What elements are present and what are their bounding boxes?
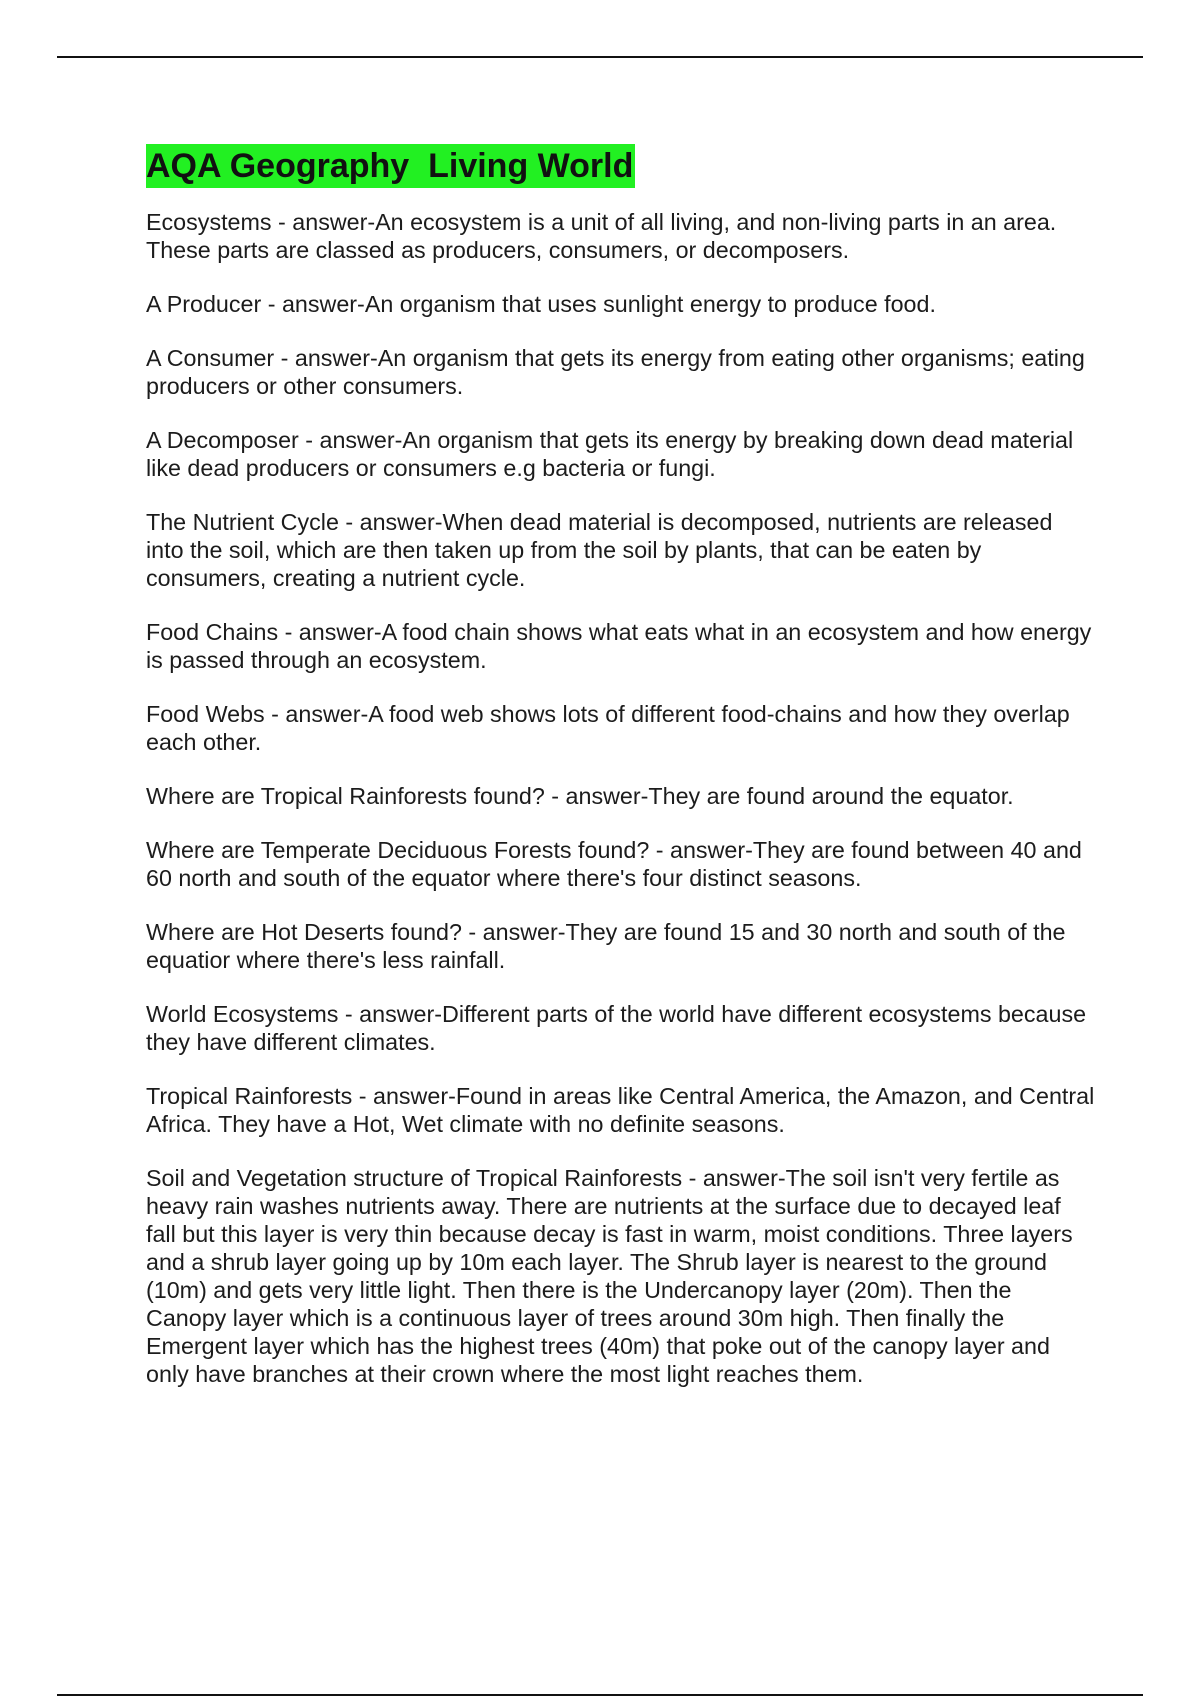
qa-entry-food-webs: Food Webs - answer-A food web shows lots of different food-chains and how they overlap each other. [146,701,1070,755]
qa-entry-food-chains: Food Chains - answer-A food chain shows what eats what in an ecosystem and how energy is passed through an ecosystem. [146,619,1092,673]
qa-entry-hot-deserts-location: Where are Hot Deserts found? - answer-They are found 15 and 30 north and south of the equatior where there's less rainfall. [146,919,1066,973]
qa-entry-tropical-rainforests: Tropical Rainforests - answer-Found in areas like Central America, the Amazon, and Central Africa. They have a Hot, Wet climate with no definite seasons. [146,1083,1095,1137]
page-bottom-rule [57,1694,1143,1696]
qa-entry-producer: A Producer - answer-An organism that uses sunlight energy to produce food. [146,291,936,317]
qa-entry-ecosystems: Ecosystems - answer-An ecosystem is a unit of all living, and non-living parts in an area. These parts are classed as producers, consumers, or decomposers. [146,209,1057,263]
qa-entry-decomposer: A Decomposer - answer-An organism that gets its energy by breaking down dead material like dead producers or consumers e.g bacteria or fungi. [146,427,1074,481]
qa-entry-consumer: A Consumer - answer-An organism that gets its energy from eating other organisms; eating producers or other consumers. [146,345,1085,399]
qa-entry-tropical-rainforests-location: Where are Tropical Rainforests found? - answer-They are found around the equator. [146,783,1014,809]
qa-entry-temperate-forests-location: Where are Temperate Deciduous Forests found? - answer-They are found between 40 and 60 north and south of the equator where there's four distinct seasons. [146,837,1082,891]
qa-entry-soil-vegetation-structure: Soil and Vegetation structure of Tropical Rainforests - answer-The soil isn't very fertile as heavy rain washes nutrients away. There are nutrients at the surface due to decayed leaf fall but this layer is very thin because decay is fast in warm, moist conditions. Three layers and a shrub layer going up by 10m each layer. The Shrub layer is nearest to the ground (10m) and gets very little light. Then there is the Undercanopy layer (20m). Then the Canopy layer which is a continuous layer of trees around 30m high. Then finally the Emergent layer which has the highest trees (40m) that poke out of the canopy layer and only have branches at their crown where the most light reaches them. [146,1165,1073,1387]
document-title: AQA Geography Living World [146,144,635,188]
qa-entry-nutrient-cycle: The Nutrient Cycle - answer-When dead material is decomposed, nutrients are released into the soil, which are then taken up from the soil by plants, that can be eaten by consumers, creating a nutrient cycle. [146,509,1053,591]
qa-list [146,208,1096,1388]
page-top-rule [57,56,1143,58]
qa-entry-world-ecosystems: World Ecosystems - answer-Different parts of the world have different ecosystems because they have different climates. [146,1001,1087,1055]
document-body [146,144,1096,1414]
